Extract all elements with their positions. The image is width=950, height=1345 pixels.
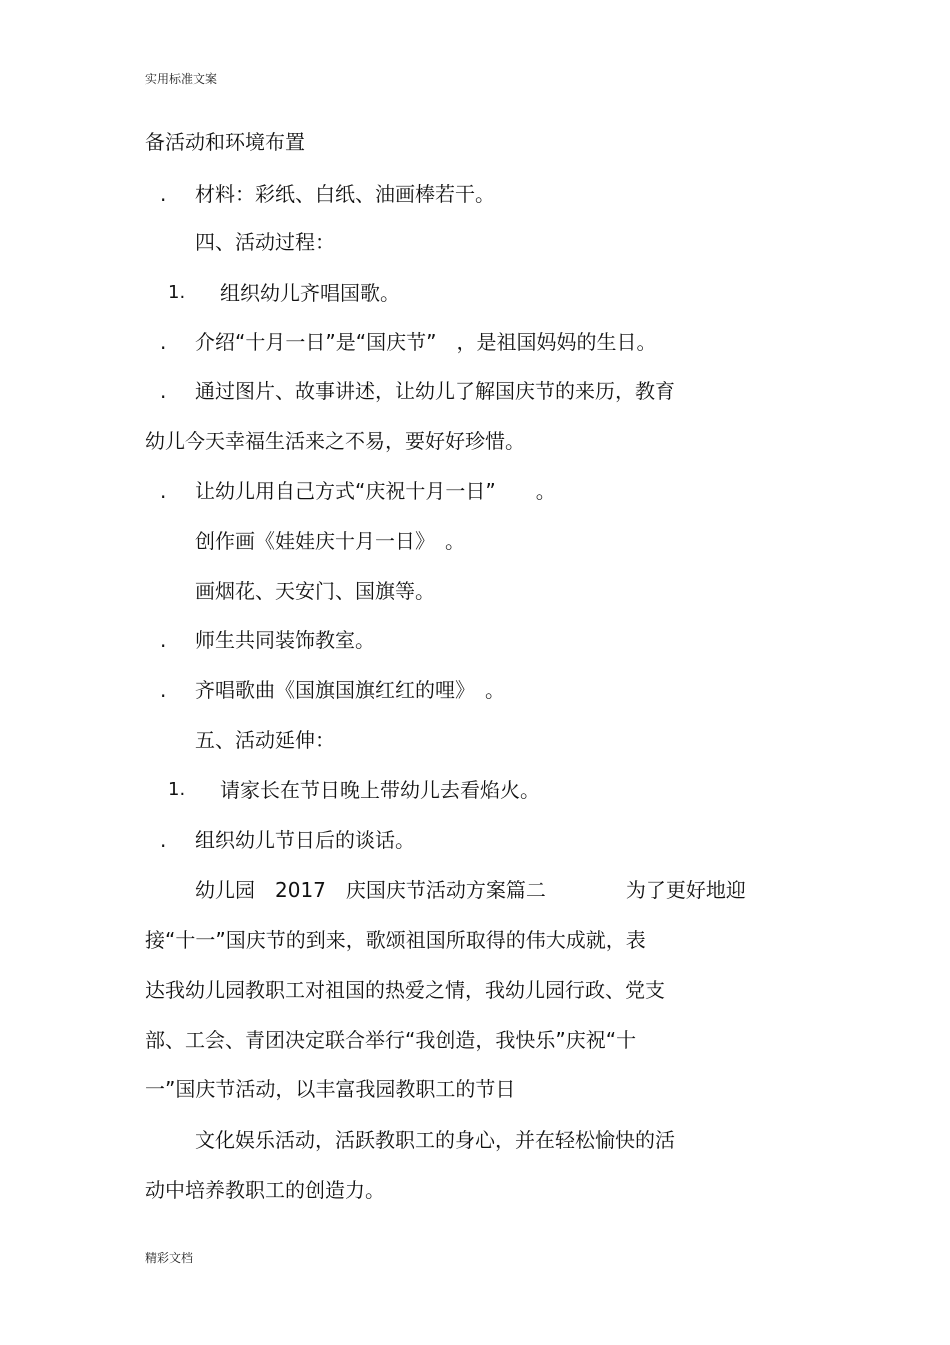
- text-line: 达我幼儿园教职工对祖国的热爱之情，我幼儿园行政、党支: [145, 978, 665, 1002]
- text-line: 画烟花、天安门、国旗等。: [195, 579, 435, 603]
- list-marker: .: [160, 479, 167, 503]
- text-line: 介绍“十月一日”是“国庆节” ，是祖国妈妈的生日。: [195, 330, 657, 354]
- list-marker: .: [160, 828, 167, 852]
- list-number: 1.: [168, 282, 186, 303]
- list-marker: .: [160, 379, 167, 403]
- text-line: 通过图片、故事讲述，让幼儿了解国庆节的来历，教育: [195, 379, 675, 403]
- list-marker: .: [160, 678, 167, 702]
- page-footer: 精彩文档: [145, 1251, 194, 1265]
- section-heading: 五、活动延伸：: [195, 728, 335, 752]
- text-line: 部、工会、青团决定联合举行“我创造，我快乐”庆祝“十: [145, 1028, 637, 1052]
- text-line: 组织幼儿齐唱国歌。: [220, 281, 400, 305]
- text-line: 材料：彩纸、白纸、油画棒若干。: [195, 182, 495, 206]
- text-line: 备活动和环境布置: [145, 130, 305, 154]
- text-line: 创作画《娃娃庆十月一日》 。: [195, 529, 465, 553]
- text-line: 接“十一”国庆节的到来，歌颂祖国所取得的伟大成就，表: [145, 928, 646, 952]
- text-line: 齐唱歌曲《国旗国旗红红的哩》 。: [195, 678, 505, 702]
- text-line: 文化娱乐活动，活跃教职工的身心，并在轻松愉快的活: [195, 1128, 675, 1152]
- page-header: 实用标准文案: [145, 72, 218, 86]
- text-line: 请家长在节日晚上带幼儿去看焰火。: [220, 778, 540, 802]
- list-marker: .: [160, 330, 167, 354]
- list-number: 1.: [168, 779, 186, 800]
- text-line: 让幼儿用自己方式“庆祝十月一日” 。: [195, 479, 556, 503]
- text-line: 幼儿园 2017 庆国庆节活动方案篇二 为了更好地迎: [195, 878, 746, 902]
- text-line: 一”国庆节活动，以丰富我园教职工的节日: [145, 1077, 516, 1101]
- list-marker: .: [160, 628, 167, 652]
- text-line: 动中培养教职工的创造力。: [145, 1178, 385, 1202]
- text-line: 师生共同装饰教室。: [195, 628, 375, 652]
- list-marker: .: [160, 182, 167, 206]
- text-line: 组织幼儿节日后的谈话。: [195, 828, 415, 852]
- text-line: 幼儿今天幸福生活来之不易，要好好珍惜。: [145, 429, 525, 453]
- section-heading: 四、活动过程：: [195, 230, 335, 254]
